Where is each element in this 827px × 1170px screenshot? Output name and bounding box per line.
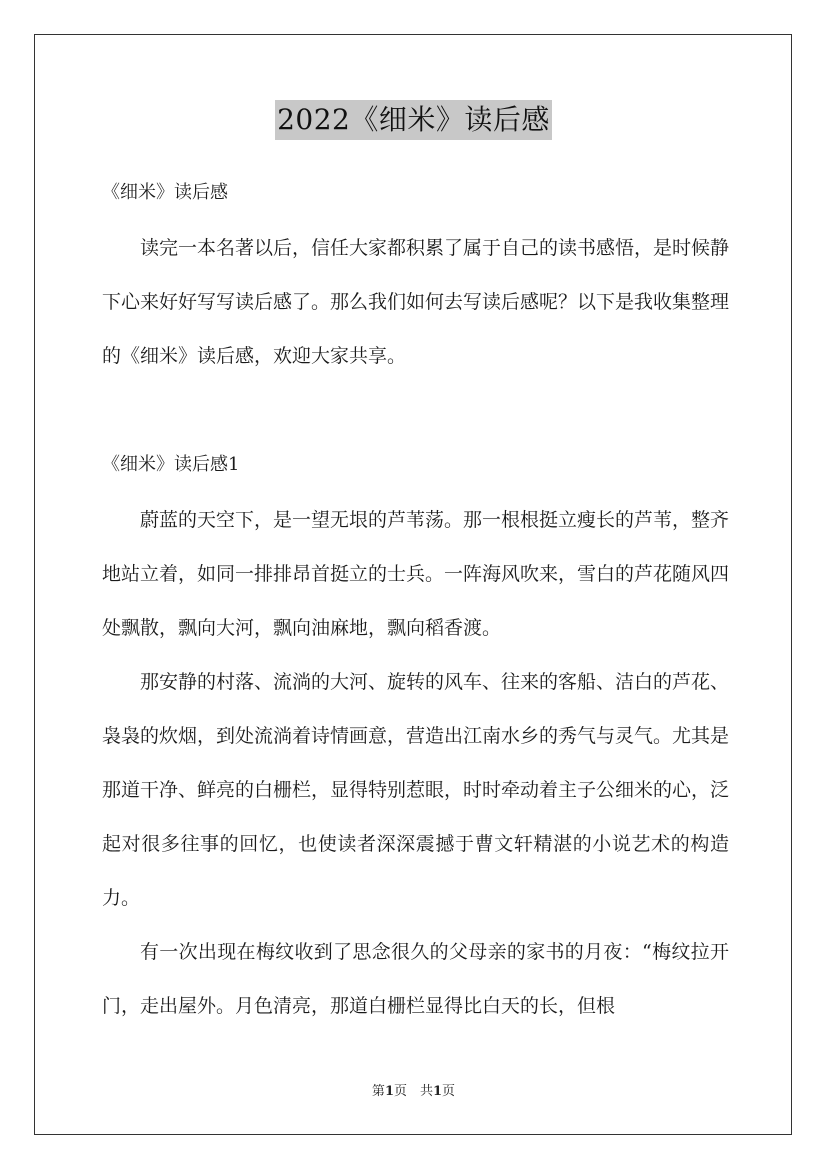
- intro-paragraph: 读完一本名著以后，信任大家都积累了属于自己的读书感悟，是时候静下心来好好写写读后感了。那么我们如何去写读后感呢？以下是我收集整理的《细米》读后感，欢迎大家共享。: [102, 237, 730, 367]
- body-paragraph-1: 蔚蓝的天空下，是一望无垠的芦苇荡。那一根根挺立瘦长的芦苇，整齐地站立着，如同一排排昂首挺立的士兵。一阵海风吹来，雪白的芦花随风四处飘散，飘向大河，飘向油麻地，飘向稻香渡。: [102, 509, 730, 639]
- page-total-number: 1: [433, 1084, 443, 1099]
- body-paragraph-3: 有一次出现在梅纹收到了思念很久的父母亲的家书的月夜：“梅纹拉开门，走出屋外。月色清亮，那道白栅栏显得比白天的长，但根: [102, 941, 729, 1017]
- title-container: [0, 100, 827, 140]
- body-paragraph-2: 那安静的村落、流淌的大河、旋转的风车、往来的客船、洁白的芦花、袅袅的炊烟，到处流淌着诗情画意，营造出江南水乡的秀气与灵气。尤其是那道干净、鲜亮的白栅栏，显得特别惹眼，时时牵动着主子公细米的心，泛起对很多往事的回忆，也使读者深深震撼于曹文轩精湛的小说艺术的构造力。: [102, 671, 730, 909]
- page-label-prefix: 第: [371, 1084, 385, 1099]
- section-heading-1: 《细米》读后感1: [102, 454, 240, 475]
- page-label-mid: 页 共: [393, 1084, 433, 1099]
- page-current-number: 1: [384, 1084, 394, 1099]
- document-title: 2022《细米》读后感: [275, 100, 552, 140]
- page-footer: [0, 1083, 827, 1101]
- intro-heading: 《细米》读后感: [102, 182, 228, 203]
- page-label-suffix: 页: [442, 1084, 456, 1099]
